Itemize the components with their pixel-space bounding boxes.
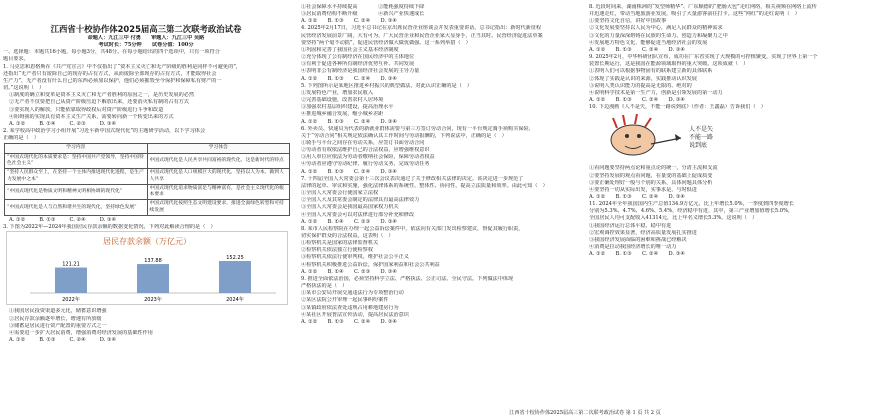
chart-bar bbox=[219, 261, 251, 293]
text-line: 6. 外卖员、快递员为代表的新就业群体需要与第三方签订劳动合同，现有一平台规定骑手须购买保险、 bbox=[301, 125, 534, 132]
text-line: 并迅速走红，带动当地旅游业发展，吸引了大量游客前往打卡。这些“网红”的走红说明（ ） bbox=[589, 11, 800, 18]
text-line: ①巩固和完善了我国社会主义基本经济制度 bbox=[301, 46, 399, 53]
text-line: A. ①② B. ①③ C. ②④ D. ③④ bbox=[301, 318, 397, 325]
text-line: ④要坚持一切从实际出发，实事求是，与时俱进 bbox=[589, 186, 697, 193]
text-line: A. ①② B. ①③ C. ②④ D. ③④ bbox=[301, 118, 397, 125]
text-line: ①社会保障水平持续提高 ②能耗强度持续下降 bbox=[301, 4, 425, 10]
text-line: ②体现了实践是认识的来源，实践推动认识发展 bbox=[589, 75, 697, 82]
option-d: D. ③④ bbox=[99, 217, 117, 224]
text-line: 11. 2024年全年我国国内生产总值134.9万亿元，比上年增长5.0%，一季度到四季度增长 bbox=[589, 201, 794, 208]
text-line: ④检察机关积极推进公益诉讼，保护国家利益和社会公共利益 bbox=[301, 261, 440, 268]
text-line: ②文化发展要坚持以人民为中心，满足人民群众的精神需求 bbox=[589, 25, 723, 32]
text-line: A. ①② B. ①③ C. ②④ D. ③④ bbox=[589, 193, 685, 200]
text-line: ②检察机关依法独立行使检察权 bbox=[301, 247, 373, 254]
text-line: ③用人单位应依法为劳动者缴纳社会保险，保障劳动者权益 bbox=[301, 154, 435, 161]
page-footer: 江西省十校协作体2025届高三第二次联考政治试卷 第 1 页 共 2 页 bbox=[509, 410, 661, 416]
text-line: ①表明人们可以根据事物固有的联系建立新的具体联系 bbox=[589, 68, 713, 75]
option-b: B. ①④ bbox=[39, 120, 56, 127]
x-tick-label: 2024年 bbox=[226, 297, 244, 304]
text-line: ③说明人类认识能力的提高是无限的、绝对的 bbox=[589, 82, 692, 89]
text-line: ③要正确处理好一般与个别的关系，具体问题具体分析 bbox=[589, 179, 713, 186]
text-line: 要坚持“两个毫不动摇”，促进民营经济做大做优做强。这一系列举措（ ） bbox=[301, 39, 471, 46]
question-stem: 正确的是（ ） bbox=[3, 135, 39, 142]
text-line: A. ①② B. ①④ C. ②③ D. ③④ bbox=[301, 218, 397, 225]
text-line: ④消费是拉动我国经济增长的唯一动力 bbox=[589, 244, 677, 251]
table-cell: 中国式现代化按照生态文明建设要求，推进全面绿色转型和可持续发展 bbox=[147, 200, 290, 216]
text-line: ④推进城乡融合发展，缩小城乡差距 bbox=[301, 111, 384, 118]
option-c: C. ②④ bbox=[69, 217, 86, 224]
text-line: ③全国人大常委会是我国最高国家权力机关 bbox=[301, 204, 399, 211]
text-line: ②某区法院公开审理一起民事纠纷案件 bbox=[301, 297, 389, 304]
text-line: 8. 近段时间来，湖南株洲的“发型师精华”、广东顺德的“肥肠大包”走红网络，相关视频在网络上流传 bbox=[589, 4, 817, 10]
question-stem: 生产力”，无产者没有什么自己的东西必须加以保护，他们必须摧毁至今保护和保障私有财产的一 bbox=[3, 77, 222, 84]
text-line: ④发展地方特色文化，能够促进当地经济社会的发展 bbox=[589, 39, 708, 46]
author-line: 命题人：九江三中 付勇 审题人：九江三中 吴路 bbox=[87, 35, 205, 41]
question-item: ①我国居民投资渠道多元化，储蓄意识增强 bbox=[9, 308, 107, 315]
text-line: ④劳动者应遵守劳动纪律，履行劳动义务，完成劳动任务 bbox=[301, 161, 430, 168]
text-line: 10. 下边漫画《人不是矢，不能一路说到底》（作者：王鑫磊）告诉我们（ ） bbox=[589, 104, 766, 111]
option-d: D. ③④ bbox=[99, 337, 117, 344]
answer-options bbox=[3, 337, 289, 344]
text-line: 4. 2025年2月17日，习近平总书记在京出席民营企业座谈会并发表重要讲话。总书记指出：新时代新征程 bbox=[301, 25, 542, 32]
text-line: ④说明科学技术是第一生产力，创新是引领发展的第一动力 bbox=[589, 89, 723, 96]
text-line: 严格执法的是（ ） bbox=[301, 283, 348, 290]
text-line: A. ①② B. ①④ C. ②③ D. ③④ bbox=[301, 268, 397, 275]
text-line: 切实保护群众的合法权益。这表明（ ） bbox=[301, 233, 394, 239]
table-cell: 中国式现代化是人民共享共同富裕的现代化，这是新时代的特点 bbox=[147, 153, 290, 169]
text-line: 民营经济发展前景广阔，大有可为，广大民营企业和民营企业家大显身手，正当其时。民营经济促进法草案 bbox=[301, 32, 543, 39]
table-cell: 中国式现代化是人口规模巨大的现代化，坚持以人为本，做到人人共享 bbox=[147, 169, 290, 185]
column-middle bbox=[301, 4, 584, 326]
question-stem: 2. 某学校高中政治学习小组开展“习近平新中国式现代化”的主题研学活动，以下学习体会 bbox=[3, 128, 205, 135]
text-line: ①检察机关是国家的法律监督机关 bbox=[301, 240, 379, 247]
text-line: A. ①② B. ①③ C. ②④ D. ③④ bbox=[301, 18, 397, 25]
table-cell: “中国式现代化是物质文明和精神文明相协调的现代化” bbox=[5, 184, 148, 200]
bar-value-label: 137.88 bbox=[144, 258, 162, 265]
text-line: ①发展特色产业，增加农民收入 bbox=[301, 89, 373, 96]
intro-line: 一、选择题：本题共16小题，每小题3分，共48分。在每小题给出的四个选项中，只有一项符合 bbox=[3, 49, 220, 56]
answer-options bbox=[3, 121, 289, 128]
bar-value-label: 152.25 bbox=[226, 255, 244, 262]
column-right bbox=[589, 4, 867, 258]
question-item: ④需要进一步扩大居民消费，增强消费对经济发展的基础性作用 bbox=[9, 329, 153, 336]
text-line: ③检察机关依法行使审判权，维护社会公平正义 bbox=[301, 254, 409, 261]
text-line: ②宏观调控效果显著，经济高质量发展扎实推进 bbox=[589, 229, 697, 236]
text-line: 装置长期运行，这是我国在能源领域取得的重大突破。这项成就（ ） bbox=[589, 61, 749, 68]
table-row bbox=[5, 153, 290, 169]
text-line: ①某市公安局开展交通违法行为专项整治行动 bbox=[301, 290, 404, 297]
question-stem: 1. 马克思和恩格斯在《共产党宣言》中不仅指出了“资本主义灭亡和无产阶级的胜利是同样不可避免的”， bbox=[3, 63, 241, 70]
table-cell: 中国式现代化追求物质富足与精神富有，是社会主义现代化的根本要求 bbox=[147, 184, 290, 200]
option-c: C. ②③ bbox=[69, 120, 86, 127]
text-line: 关于“劳动合同”相关规定依法确认其工作时间与劳动报酬的，下列说法中，正确的是（ ） bbox=[301, 132, 507, 139]
question-item: ③储蓄是居民进行资产配置的重要方式之一 bbox=[9, 322, 107, 329]
text-line: ③加强农村基层组织建设，提高治理水平 bbox=[301, 104, 394, 111]
table-cell: “中国式现代化是人与自然和谐共生的现代化，坚持绿色发展” bbox=[5, 200, 148, 216]
table-header: 学习体会 bbox=[147, 144, 290, 153]
question-stem: 切。”这说明（ ） bbox=[3, 85, 45, 92]
text-line: ④表明非公有制经济是我国经济社会发展的主导力量 bbox=[301, 68, 420, 75]
x-tick-label: 2023年 bbox=[144, 297, 162, 304]
text-line: 9. 推进全面依法治国，必须坚持科学立法、严格执法、公正司法、全民守法。下列做法中体现 bbox=[301, 275, 514, 282]
question-stem: 还指出“无产者只有废除自己的现存的占有方式，从而废除全部现存的占有方式，才能取得社会 bbox=[3, 70, 217, 77]
text-line: ①全国人大常委会行使国家立法权 bbox=[301, 190, 379, 197]
column-left bbox=[3, 4, 289, 344]
text-line: 9. 2025年2月，中华科研团队宣布，成功在广东省实现了大规模的可控核聚变，实现了世界上第一个 bbox=[589, 54, 818, 61]
study-table bbox=[4, 143, 290, 216]
text-line: 5. 下列图所示是某地区推进乡村振兴的典型做法，对此认识正确的是（ ） bbox=[301, 82, 473, 89]
text-line: ②劳动者有权依法维护自己的合法权益，应增强维权意识 bbox=[301, 147, 430, 154]
exam-time-line: 考试时长：75分钟 试卷分值：100分 bbox=[98, 42, 194, 49]
text-line: ③居民消费结构不断升级 ④新兴产业快速成长 bbox=[301, 11, 425, 18]
chart-bar bbox=[55, 268, 87, 293]
cartoon-illustration bbox=[603, 114, 803, 162]
question-item: ②居民存款余额逐年增长，增速有所放缓 bbox=[9, 315, 102, 322]
intro-line: 题目要求。 bbox=[3, 56, 29, 63]
deposit-bar-chart bbox=[6, 231, 288, 305]
option-c: C. ②④ bbox=[69, 337, 86, 344]
text-line: 7. 十四届全国人大常委会第十三次会议表决通过了关于修改相关法律的决定。该决定进一步规范了 bbox=[301, 175, 524, 182]
option-b: B. ①③ bbox=[39, 337, 56, 344]
text-line: A. ①② B. ①③ C. ②④ D. ③④ bbox=[589, 46, 685, 53]
text-line: ③某镇政府依法查处违规占用耕地建房行为 bbox=[301, 304, 399, 311]
column-right-top bbox=[589, 4, 867, 111]
text-line: ②要坚持发展的观点看问题，在量变的基础上促成质变 bbox=[589, 172, 713, 179]
question-item: ②无产者不仅要把自己从资产阶级压迫下解放出来，还要消灭私有制的占有方式 bbox=[9, 99, 189, 106]
text-line: ③我国经济发展面临的困难和挑战已经解决 bbox=[589, 236, 687, 243]
question-item: ③要实现人的解放，只能依靠取得政权后对资产阶级进行斗争和改造 bbox=[9, 106, 164, 113]
text-line: ①要坚持文化自信，讲好中国故事 bbox=[589, 18, 667, 25]
text-line: 全国居民人均可支配收入41314元，比上年名义增长5.3%。这说明（ ） bbox=[589, 215, 758, 222]
x-tick-label: 2022年 bbox=[62, 297, 80, 304]
text-line: A. ①② B. ①③ C. ②④ D. ③④ bbox=[589, 251, 685, 258]
table-row bbox=[5, 200, 290, 216]
text-line: 分别为5.3%、4.7%、4.6%、5.4%，经济稳中有进，其中，第三产业增加值增长5.0%， bbox=[589, 208, 794, 215]
option-a: A. ①② bbox=[9, 217, 26, 224]
arrow-cartoon-icon bbox=[603, 114, 683, 162]
cartoon-caption: 人不是矢 不能一路说到底 bbox=[689, 126, 714, 150]
text-line: ②全国人大及其常委会制定的法律具有最高法律效力 bbox=[301, 197, 420, 204]
text-line: A. ①② B. ①③ C. ②④ D. ③④ bbox=[301, 168, 397, 175]
option-a: A. ①② bbox=[9, 120, 26, 127]
option-d: D. ③④ bbox=[99, 120, 117, 127]
text-line: 8. 某市人民检察院在办理一起公益诉讼案件中，依法向有关部门发出检察建议，督促其履行职责， bbox=[301, 225, 524, 232]
table-row bbox=[5, 169, 290, 185]
question-stem: 3. 下图为2022年—2024年我国居民存款余额的数据变化情况，下列对此解读合理的是（ ） bbox=[3, 224, 216, 231]
text-line: ④某社区开展普法宣传活动，提高居民法治意识 bbox=[301, 311, 409, 318]
text-line: ③文化的力量深深熔铸在民族的生命力、创造力和凝聚力之中 bbox=[589, 32, 728, 39]
option-b: B. ①③ bbox=[39, 217, 56, 224]
text-line: ①骑手与平台之间存在劳动关系，应签订书面劳动合同 bbox=[301, 139, 425, 146]
table-cell: “坚持人民群众至上，在坚持一个主体内推进现代化进程，是生产力发展中之本” bbox=[5, 169, 148, 185]
text-line: ①我国经济运行总体平稳，稳中有进 bbox=[589, 222, 672, 229]
chart-title: 居民存款余额（万亿元） bbox=[103, 237, 191, 247]
table-header: 学习内容 bbox=[5, 144, 148, 153]
question-item: ④阻碍我的实现具有资本主义生产关系，需要转向新一个转变出来的方式 bbox=[9, 113, 174, 120]
chart-bar bbox=[137, 264, 169, 293]
bar-value-label: 121.21 bbox=[62, 261, 80, 268]
column-right-bottom bbox=[589, 165, 867, 258]
text-line: ①看问题要坚持两点论和重点论的统一，分清主流和支流 bbox=[589, 165, 718, 172]
table-cell: “中国式现代化的本质要求是：坚持中国共产党领导，坚持中国特色社会主义” bbox=[5, 153, 148, 169]
text-line: A. ①② B. ①③ C. ②④ D. ③④ bbox=[301, 75, 397, 82]
question-item: ①制度的确立和变革是资本主义灭亡和无产者胜利的原因之一，是历史发展的必然 bbox=[9, 92, 195, 99]
text-line: A. ①② B. ①③ C. ②④ D. ③④ bbox=[589, 97, 685, 104]
text-line: ②充分体现了公有制经济在国民经济中的主体地位 bbox=[301, 54, 415, 61]
text-line: ④全国人大常委会可以对法律进行部分补充和修改 bbox=[301, 211, 415, 218]
text-line: ②完善基础设施，改善农村人居环境 bbox=[301, 97, 384, 104]
text-line: 法律的起草、审议和实施，强化法律体系的系统性、整体性、协同性，提高立法质量和效率。由此可知（ ） bbox=[301, 182, 548, 189]
option-a: A. ①② bbox=[9, 337, 26, 344]
answer-options bbox=[3, 217, 289, 224]
text-line: ③有利于促进各种所有制经济优势互补、共同发展 bbox=[301, 61, 415, 68]
table-row bbox=[5, 184, 290, 200]
exam-title: 江西省十校协作体2025届高三第二次联考政治试卷 bbox=[50, 24, 242, 34]
